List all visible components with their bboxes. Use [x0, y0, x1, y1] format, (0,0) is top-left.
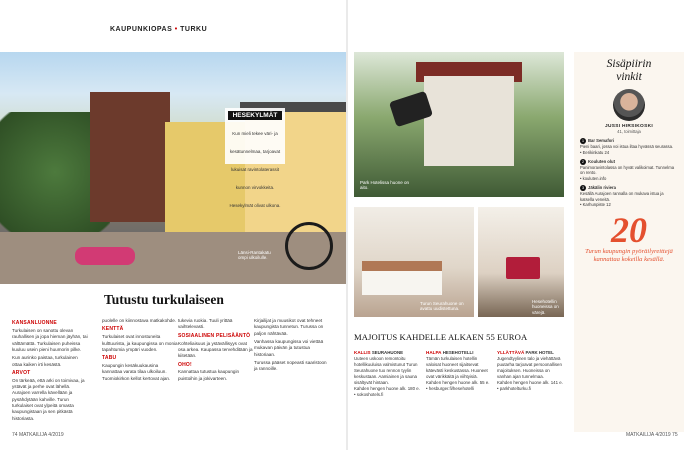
hotel-name: HESEHOTELLI	[442, 350, 474, 355]
paragraph: Turkulaisen on sanottu olevan rauhallisen ja jopa hieman jäyhän, tai välttämättä. Turkulaisen puheissa kuuluu usein pieni huumorin pilke.	[12, 327, 88, 352]
hesehotelli-room-photo	[478, 207, 564, 317]
tip-address: • Eerikinkatu 24	[580, 149, 610, 155]
hotel-category: HALPA	[426, 350, 442, 355]
hotel-price: Kahden hengen huone alk. 141 e.	[497, 379, 563, 385]
folio-right: MATKAILIJA 4/2019 75	[626, 432, 678, 438]
page-gutter	[346, 0, 348, 450]
tip-text: Panimoravintolassa on hyvät valikoimat. Tunnelma on rento.	[580, 164, 675, 176]
kicker-dot: •	[174, 26, 178, 33]
hotel-column-halpa	[426, 350, 492, 392]
paragraph: On tärkeää, että arki on toimivaa, ja ystävät ja perhe ovat lähellä. Aurajoen varrella kävellään ja pysähdytään kahville. Turun turkulaiset ovat ylpeitä omasta kaupungistaan ja sen pitkästä historiasta.	[12, 377, 85, 421]
hotel-price: Kahden hengen huone alk. 55 e.	[426, 379, 490, 385]
sidebar-title-line2: vinkit	[616, 70, 642, 83]
paragraph: Kaupungin kesäkuukausina kannattaa varata tilaa ulkoiluun. Tuomiokirkon kellot kertovat ajan.	[102, 363, 171, 381]
heading-sosiaalinen: SOSIAALINEN PELISÄÄNTÖ	[178, 332, 251, 339]
text-column-d	[254, 318, 330, 375]
seurahuone-room-photo	[354, 207, 474, 317]
author-name: JUSSI HIRSIKOSKI	[605, 124, 653, 130]
photo-red-pillow	[506, 257, 540, 279]
room2-photo-caption: Hesehotellin huoneissa on värejä.	[532, 299, 559, 315]
main-street-photo	[0, 52, 346, 284]
kicker-section: KAUPUNKIOPAS	[110, 26, 173, 33]
paragraph: Vanhassa kaupungissa voi viettää mukavan päivän ja tutustua historiaan.	[254, 338, 324, 357]
hotel-photo-caption: Park Hotelissa huone on aito.	[360, 180, 410, 191]
accommodation-headline: MAJOITUS KAHDELLE ALKAEN 55 EUROA	[354, 332, 528, 342]
hotel-website: • hesburger.fi/hesehotelli	[426, 385, 474, 391]
tip-item	[580, 185, 678, 208]
hotel-website: • parkhotelturku.fi	[497, 385, 531, 391]
avatar	[613, 89, 645, 121]
big-number: 20	[611, 209, 647, 250]
tip-text: Kesällä Aurajoen rannalla on mukava istua ja katsella veneitä.	[580, 190, 664, 202]
sidebar-title	[580, 58, 678, 83]
photo-bicycle-wheel	[285, 222, 333, 270]
tip-number-badge: 2	[581, 158, 585, 164]
paragraph: tukevia ruokia. Tuuli yrittää vaihtelevasti.	[178, 318, 233, 330]
photo-label-title: HESEKYLMÄT	[228, 111, 282, 120]
hotel-description: Jugendtyylinen talo ja viehättävä puutarha tarjoavat persoonallisen majoituksen. Huoneissa on vanhan ajan tunnelmaa.	[497, 356, 562, 379]
tip-name: Kouluten olut	[588, 158, 615, 164]
photo-pink-pillow	[75, 247, 135, 265]
sidebar-title-line1: Sisäpiirin	[606, 58, 652, 70]
heading-arvot: ARVOT	[12, 369, 31, 376]
room1-photo-caption: Turun Seurahuone on avattu uudistettuna.	[420, 301, 464, 312]
heading-tabu: TABU	[102, 355, 117, 362]
article-headline: Tutustu turkulaiseen	[104, 292, 224, 307]
hotel-name: PARK HOTEL	[525, 350, 554, 355]
photo-bed	[362, 261, 442, 295]
author-role: 41, toimittaja	[617, 129, 641, 135]
paragraph: Kannattaa tutustua kaupungin puistoihin ja jokivarteen.	[178, 369, 240, 381]
paragraph: Kun aurinko paistaa, turkulainen ottaa kaiken irti kesästä.	[12, 355, 78, 367]
tip-number-badge: 3	[581, 184, 585, 190]
big-number-caption: Turun kaupungin pyöräilyreittejä kannattaa kokeilla kesällä.	[585, 247, 673, 263]
text-column-a	[12, 318, 88, 424]
paragraph: Kohteliaisuus ja ystävällisyys ovat osa arkea. Kaupassa tervehditään ja kiitetään.	[178, 340, 253, 359]
tip-name: Bar Semafori	[588, 138, 615, 144]
text-column-c	[178, 318, 254, 384]
photo-building-red	[90, 92, 170, 222]
photo-label-box	[225, 108, 285, 208]
hotel-price: Kahden hengen huone alk. 180 e.	[354, 385, 420, 391]
tip-name: Jäkälin riviera	[588, 184, 616, 190]
tip-address: • Karhunpiste 12	[580, 202, 611, 208]
paragraph: Kirjailijat ja muusikot ovat tehneet kaupungista tunnetun. Turussa on paljon nähtävää.	[254, 318, 324, 336]
folio-left: 74 MATKAILIJA 4/2019	[12, 432, 64, 438]
text-column-b	[102, 318, 178, 384]
hotel-description: Uuteen uskoon remontoitu hotellikuuluisa valmistunut Turun Seurahuone tuo rennon tyylin keskustaan. Aamiainen ja sauna sisältyvät hintaan.	[354, 356, 418, 385]
section-kicker	[110, 26, 207, 33]
paragraph: Turussa pääset nopeasti saaristoon ja rannoille.	[254, 359, 327, 372]
heading-kansanluonne: KANSANLUONNE	[12, 320, 57, 326]
tip-item	[580, 159, 678, 182]
tip-number-badge: 1	[581, 138, 585, 144]
photo-caption-right: Länsi-Rantakatu ompi ulkoilulle.	[238, 250, 271, 261]
paragraph: Turkulaiset ovat innostuneita kulttuurista, ja kaupungissa on monia tapahtumia ympäri vuoden.	[102, 334, 178, 352]
photo-hotel-house	[424, 76, 514, 166]
hotel-website: • sokoshotels.fi	[354, 391, 384, 397]
insider-tips-sidebar	[574, 52, 684, 432]
hotel-category: KALLIS	[354, 350, 371, 355]
tip-address: • kouluten.info	[580, 176, 607, 182]
hotel-description: Tämän turkulaisen hotellin valoisat huoneet sijaitsevat kätevästi keskustassa. Huoneet ovat värikkäitä ja viihtyisiä.	[426, 356, 488, 379]
heading-kentta: KENTTÄ	[102, 326, 124, 333]
heading-oho: OHO!	[178, 361, 192, 368]
photo-label-text: Kun mieli tekee väri- ja kesätunnelmaa, tarjoavat lukuisat ravintolaterassit kunnon virvokkeita. Hesekylmät olivat ulkona.	[229, 131, 281, 208]
hotel-name: SEURAHUONE	[371, 350, 404, 355]
hotel-column-kallis	[354, 350, 420, 398]
park-hotel-photo	[354, 52, 564, 197]
hotel-category: YLLÄTTÄVÄ	[497, 350, 525, 355]
paragraph: puolelle on kiinnostava matkakohde.	[102, 318, 177, 323]
tip-text: Pieni baari, jossa voi istua iltaa hyvässä seurassa.	[580, 144, 674, 150]
tip-item	[580, 138, 678, 155]
hotel-column-yllattava	[497, 350, 563, 392]
kicker-city: TURKU	[180, 26, 208, 33]
